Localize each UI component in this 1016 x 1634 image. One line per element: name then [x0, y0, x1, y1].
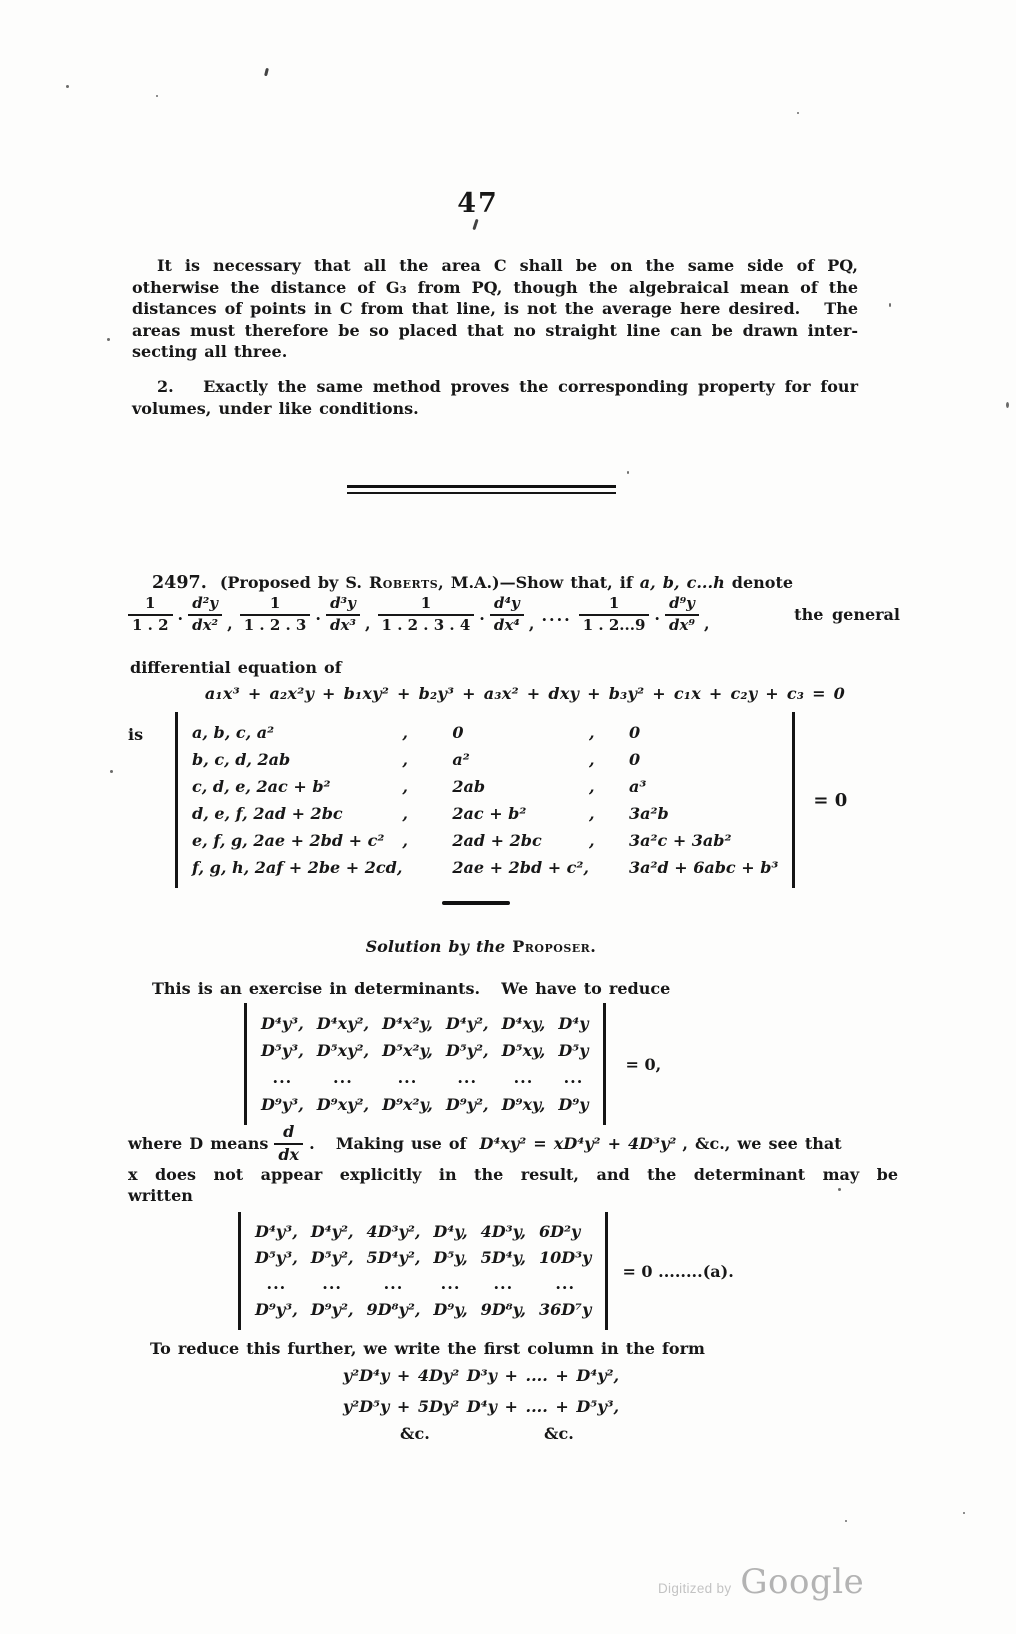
inline-math: D⁴xy² = xD⁴y² + 4D³y²: [479, 1134, 677, 1154]
det-row: [192, 800, 778, 827]
det-cell: ,: [402, 723, 408, 742]
det-cell: D⁴y³,: [261, 1014, 304, 1033]
det-cell: 0: [629, 723, 641, 742]
fraction: $\frac{\text{d³y}}{\text{dx³}}$: [326, 596, 360, 634]
det-cell: ...: [493, 1274, 514, 1293]
paragraph-line: 2. Exactly the same method proves the corresponding property for four: [157, 377, 858, 396]
det-cell: 10D³y: [539, 1248, 592, 1267]
etc-left: &c.: [400, 1424, 430, 1443]
proposer-name: Roberts: [369, 573, 439, 592]
det-cell: [402, 854, 452, 881]
det-cell: 3a²b: [629, 804, 669, 823]
comma: ,: [227, 614, 233, 634]
we-see-that-text: , &c., we see that: [682, 1134, 842, 1154]
intro-paragraph-2: [132, 376, 858, 419]
problem-heading: [152, 572, 892, 595]
det-row: [192, 854, 778, 881]
det-cell: D⁴xy,: [501, 1014, 546, 1033]
solution-determinant-2: [238, 1212, 734, 1330]
d-dx-fraction: $\frac{d}{dx}$: [274, 1124, 303, 1164]
solution-by-text: Solution by the: [365, 937, 513, 956]
where-line-3: written: [128, 1186, 193, 1206]
where-prefix: where D means: [128, 1134, 269, 1154]
paragraph-line: volumes, under like conditions.: [132, 398, 419, 418]
fraction: $\frac{1}{1 . 2...9}$: [579, 596, 650, 634]
det-row: [255, 1219, 591, 1245]
where-paragraph: [128, 1124, 898, 1207]
det-cell: D⁴y: [558, 1014, 589, 1033]
det-cell: D⁵y: [558, 1041, 589, 1060]
det-cell: 5D⁴y²,: [366, 1248, 421, 1267]
paragraph-line: secting all three.: [132, 342, 288, 361]
det-cell: D⁹xy²,: [316, 1095, 370, 1114]
det-cell: ...: [397, 1068, 418, 1087]
det-cell: ,: [402, 777, 408, 796]
fraction-group: [378, 596, 535, 634]
section-divider-rule: [347, 485, 616, 494]
multiplication-dot: ·: [177, 609, 184, 629]
det-cell: D⁹x²y,: [382, 1095, 433, 1114]
paragraph-line: areas must therefore be so placed that no straight line can be drawn inter-: [132, 320, 858, 340]
det-row: [192, 827, 778, 854]
fraction-group: [579, 596, 710, 634]
expansion-line: y²D⁴y + 4Dy² D³y + .... + D⁴y²,: [342, 1366, 620, 1385]
scan-speck: [264, 68, 268, 76]
expansion-line: y²D⁵y + 5Dy² D⁴y + .... + D⁵y³,: [342, 1397, 620, 1416]
det-cell: ,: [402, 831, 408, 850]
where-line-1: [128, 1124, 898, 1164]
multiplication-dot: ·: [654, 609, 660, 629]
ellipsis-dots: ....: [541, 606, 572, 626]
fraction: $\frac{1}{1 . 2}$: [128, 596, 173, 634]
det-cell: ...: [440, 1274, 461, 1293]
det-cell: 9D⁸y,: [480, 1300, 526, 1319]
det-cell: D⁴xy²,: [316, 1014, 370, 1033]
det-cell: a³: [629, 777, 647, 796]
is-label: is: [128, 725, 144, 744]
det-cell: ,: [589, 723, 595, 742]
cubic-equation: a₁x³ + a₂x²y + b₁xy² + b₂y³ + a₃x² + dxy + b₃y² + c₁x + c₂y + c₃ = 0: [204, 684, 846, 703]
det-cell: D⁵y²,: [310, 1248, 354, 1267]
proposed-by-text: (Proposed by S.: [219, 573, 369, 592]
det-cell: D⁴y,: [433, 1222, 468, 1241]
column-expansion: [0, 1360, 962, 1422]
google-watermark: [658, 1562, 864, 1602]
det-cell: D⁹y³,: [261, 1095, 304, 1114]
det-cell: ,: [589, 831, 595, 850]
solution-determinant-1: [244, 1003, 661, 1125]
determinant-matrix: [244, 1003, 606, 1125]
scan-speck: [472, 219, 478, 230]
variable-list: a, b, c...h: [639, 573, 725, 592]
solution-intro: This is an exercise in determinants. We have to reduce: [152, 979, 671, 998]
det-cell: D⁹xy,: [501, 1095, 546, 1114]
det-cell: 2ad + 2bc: [452, 831, 542, 850]
scan-speck: [627, 471, 629, 474]
comma: ,: [364, 614, 371, 634]
det-cell: ,: [589, 804, 595, 823]
det-cell: ...: [272, 1068, 293, 1087]
det-cell: D⁴y²,: [310, 1222, 354, 1241]
det-cell: ...: [457, 1068, 478, 1087]
fraction-group: [128, 596, 233, 634]
det-row: [261, 1064, 589, 1091]
det-cell: f, g, h, 2af + 2be + 2cd,: [192, 858, 403, 877]
comma: ,: [704, 614, 710, 634]
det-row: [255, 1271, 591, 1297]
det-cell: D⁹y³,: [255, 1300, 298, 1319]
det-cell: D⁹y²,: [310, 1300, 354, 1319]
det-row: [192, 719, 778, 746]
det-cell: b, c, d, 2ab: [192, 750, 291, 769]
scan-speck: [845, 1520, 847, 1522]
scan-speck: [66, 85, 69, 88]
det-cell: D⁵xy,: [501, 1041, 546, 1060]
det-cell: D⁴y³,: [255, 1222, 298, 1241]
solution-heading: [0, 936, 962, 958]
equals-zero: = 0: [813, 789, 848, 811]
etc-right: &c.: [544, 1424, 574, 1443]
denote-word: denote: [724, 573, 794, 592]
det-cell: 3a²d + 6abc + b³: [629, 858, 779, 877]
multiplication-dot: ·: [315, 609, 321, 629]
det-cell: ...: [333, 1068, 353, 1087]
det-cell: 3a²c + 3ab²: [629, 831, 732, 850]
det-cell: D⁵xy²,: [316, 1041, 370, 1060]
scan-speck: [110, 770, 113, 773]
fraction: $\frac{1}{1 . 2 . 3}$: [240, 596, 311, 634]
fraction: $\frac{\text{d⁹y}}{\text{dx⁹}}$: [665, 596, 699, 634]
det-cell: 2ab: [452, 777, 486, 796]
comma: ,: [528, 614, 535, 634]
det-cell: 0: [452, 723, 464, 742]
det-cell: D⁹y: [558, 1095, 589, 1114]
det-cell: [589, 854, 629, 881]
fraction: $\frac{\text{d⁴y}}{\text{dx⁴}}$: [490, 596, 524, 634]
det-cell: a²: [452, 750, 470, 769]
det-row: [261, 1091, 589, 1118]
det-cell: ,: [402, 750, 408, 769]
paragraph-line: distances of points in C from that line, is not the average here desired. The: [132, 299, 858, 318]
det-cell: D⁹y²,: [445, 1095, 489, 1114]
det-cell: D⁵y³,: [261, 1041, 304, 1060]
reduce-further-line: To reduce this further, we write the first column in the form: [150, 1339, 705, 1358]
det-cell: 9D⁸y²,: [366, 1300, 421, 1319]
det-cell: ...: [322, 1274, 342, 1293]
proposer-caps: Proposer.: [512, 937, 597, 956]
proposed-by-suffix: , M.A.)—Show that, if: [438, 573, 640, 592]
det-cell: 5D⁴y,: [480, 1248, 526, 1267]
det-cell: e, f, g, 2ae + 2bd + c²: [192, 831, 385, 850]
det-row: [255, 1245, 591, 1271]
det-row: [255, 1297, 591, 1323]
det-cell: c, d, e, 2ac + b²: [192, 777, 331, 796]
solution-divider-rule: [442, 901, 510, 905]
det-cell: 4D³y,: [480, 1222, 526, 1241]
scan-speck: [1006, 402, 1009, 408]
det-cell: 2ae + 2bd + c²,: [452, 858, 589, 877]
derivative-fraction-line: [128, 596, 900, 634]
det-cell: D⁵x²y,: [382, 1041, 433, 1060]
det-cell: ...: [555, 1274, 576, 1293]
det-cell: ...: [266, 1274, 287, 1293]
det-cell: 2ac + b²: [452, 804, 527, 823]
the-general-text: the general: [794, 605, 900, 625]
det-row: [261, 1010, 589, 1037]
det-cell: 4D³y²,: [366, 1222, 421, 1241]
scan-speck: [963, 1512, 965, 1514]
det-cell: ...: [513, 1068, 534, 1087]
fraction: $\frac{\text{d²y}}{\text{dx²}}$: [188, 596, 222, 634]
det-cell: ...: [383, 1274, 404, 1293]
det-cell: ,: [402, 804, 408, 823]
where-line-2: x does not appear explicitly in the result, and the determinant may be: [128, 1164, 898, 1184]
multiplication-dot: ·: [479, 609, 485, 629]
problem-number: 2497.: [152, 573, 207, 593]
det-cell: ...: [563, 1068, 584, 1087]
scan-speck: [107, 338, 110, 341]
det-row: [192, 746, 778, 773]
making-use-text: . Making use of: [309, 1134, 474, 1154]
digitized-by-text: Digitized by: [658, 1581, 732, 1596]
equals-zero-ref-a: = 0 ........(a).: [622, 1261, 734, 1281]
paragraph-line: It is necessary that all the area C shall be on the same side of PQ,: [157, 256, 858, 275]
diff-eq-label: differential equation of: [130, 658, 342, 677]
det-row: [192, 773, 778, 800]
paragraph-line: otherwise the distance of G₃ from PQ, though the algebraical mean of the: [132, 277, 858, 297]
det-cell: D⁴y²,: [445, 1014, 489, 1033]
scan-speck: [156, 95, 158, 97]
det-cell: D⁵y²,: [445, 1041, 489, 1060]
problem-determinant: [175, 712, 847, 888]
equals-zero: = 0,: [625, 1054, 662, 1074]
det-cell: D⁵y,: [433, 1248, 468, 1267]
det-cell: a, b, c, a²: [192, 723, 275, 742]
determinant-matrix: [238, 1212, 608, 1330]
det-cell: D⁹y,: [433, 1300, 468, 1319]
det-cell: ,: [589, 777, 595, 796]
page-number: 47: [457, 188, 499, 219]
intro-paragraph-1: [132, 255, 858, 363]
det-cell: 6D²y: [539, 1222, 581, 1241]
fraction-group: [240, 596, 371, 634]
google-logo: Google: [740, 1562, 865, 1602]
det-cell: 0: [629, 750, 641, 769]
determinant-matrix: [175, 712, 795, 888]
det-cell: D⁴x²y,: [382, 1014, 433, 1033]
det-cell: D⁵y³,: [255, 1248, 298, 1267]
det-cell: 36D⁷y: [539, 1300, 592, 1319]
det-row: [261, 1037, 589, 1064]
scan-speck: [889, 303, 891, 307]
scan-speck: [797, 112, 799, 114]
fraction: $\frac{1}{1 . 2 . 3 . 4}$: [378, 596, 475, 634]
det-cell: d, e, f, 2ad + 2bc: [192, 804, 343, 823]
det-cell: ,: [589, 750, 595, 769]
